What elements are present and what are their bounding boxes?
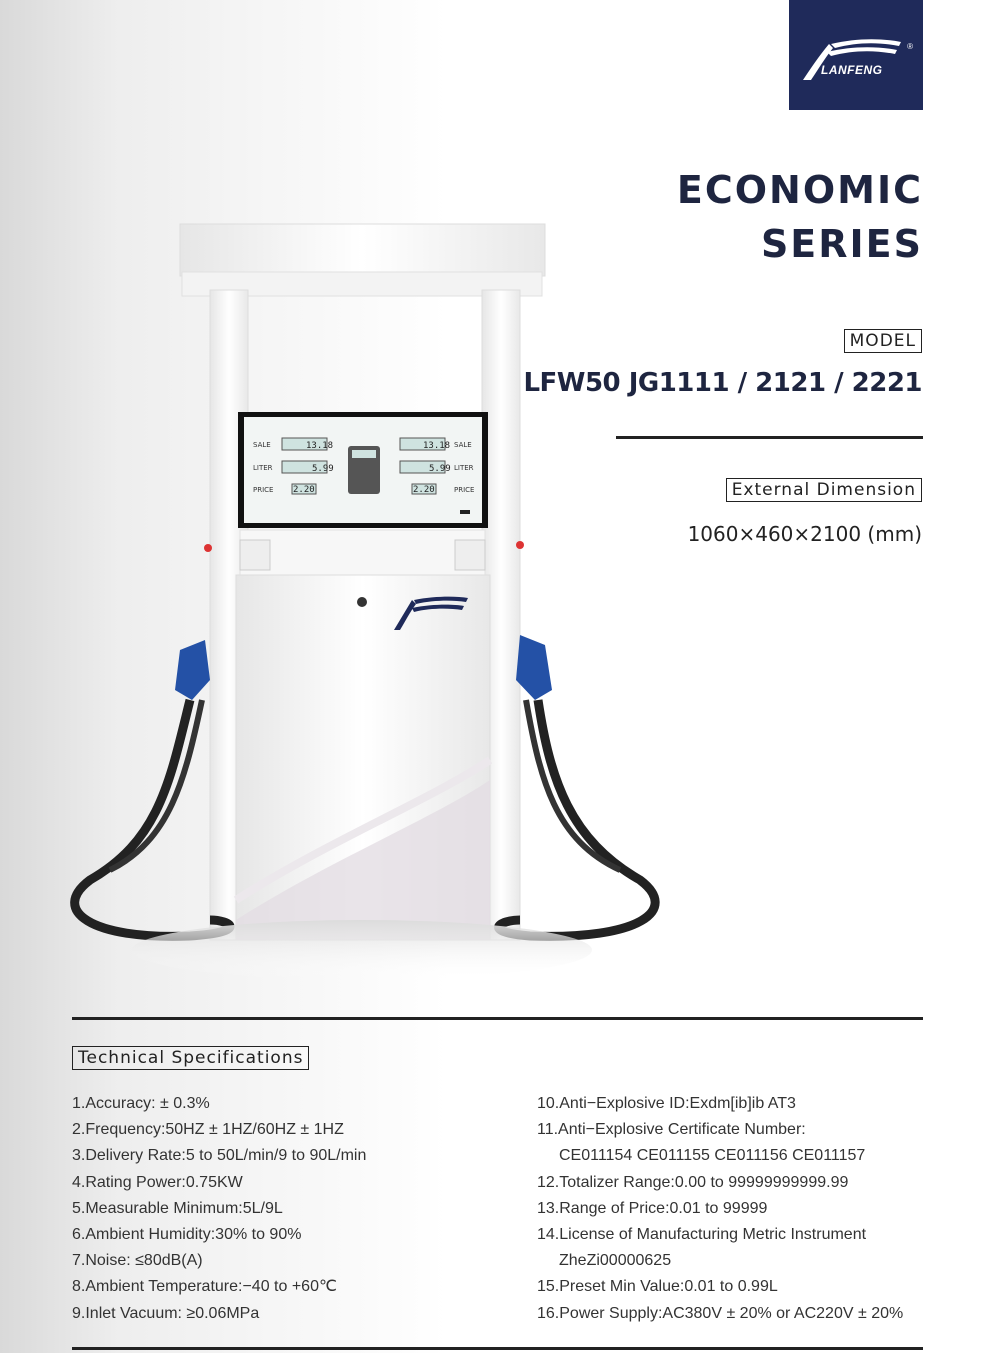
spec-item: 16.Power Supply:AC380V ± 20% or AC220V ± 20% <box>537 1304 904 1322</box>
spec-item: 10.Anti−Explosive ID:Exdm[ib]ib AT3 <box>537 1095 796 1112</box>
specs-left-column <box>72 1093 366 1329</box>
spec-item: 11.Anti−Explosive Certificate Number: <box>537 1121 806 1139</box>
specs-heading: Technical Specifications <box>72 1046 309 1070</box>
display-price-right: 2.20 <box>413 485 435 495</box>
spec-item: 12.Totalizer Range:0.00 to 99999999999.99 <box>537 1173 849 1191</box>
title-line-1: ECONOMIC <box>676 168 923 212</box>
display-liter-label-left: LITER <box>253 464 273 472</box>
model-value: LFW50 JG1111 / 2121 / 2221 <box>523 368 922 398</box>
title-line-2: SERIES <box>760 222 923 266</box>
fuel-dispenser-image <box>50 220 670 1010</box>
spec-item: 7.Noise: ≤80dB(A) <box>72 1252 203 1270</box>
spec-item: 15.Preset Min Value:0.01 to 0.99L <box>537 1278 778 1296</box>
display-sale-right: 13.18 <box>423 441 451 451</box>
display-liter-left: 5.99 <box>312 464 334 474</box>
display-price-label-left: PRICE <box>253 486 274 494</box>
registered-mark: ® <box>907 42 913 51</box>
spec-item: 13.Range of Price:0.01 to 99999 <box>537 1199 768 1217</box>
divider <box>72 1347 923 1350</box>
dimension-label: External Dimension <box>726 478 922 502</box>
brand-name: LANFENG <box>821 63 883 77</box>
display-liter-right: 5.99 <box>429 464 451 474</box>
display-price-label-right: PRICE <box>454 486 475 494</box>
spec-item: 1.Accuracy: ± 0.3% <box>72 1095 210 1112</box>
spec-item: 2.Frequency:50HZ ± 1HZ/60HZ ± 1HZ <box>72 1121 344 1139</box>
spec-item: 3.Delivery Rate:5 to 50L/min/9 to 90L/min <box>72 1147 367 1165</box>
spec-item: 5.Measurable Minimum:5L/9L <box>72 1199 283 1217</box>
divider <box>72 1017 923 1020</box>
display-price-left: 2.20 <box>293 485 315 495</box>
spec-item: ZheZi00000625 <box>559 1252 672 1270</box>
brand-logo <box>789 0 923 110</box>
spec-item: 4.Rating Power:0.75KW <box>72 1173 243 1191</box>
spec-item: 14.License of Manufacturing Metric Instrument <box>537 1225 867 1243</box>
display-sale-label-left: SALE <box>253 441 271 449</box>
spec-item: 6.Ambient Humidity:30% to 90% <box>72 1225 302 1243</box>
specs-right-column <box>537 1093 903 1329</box>
spec-item: CE011154 CE011155 CE011156 CE011157 <box>559 1147 866 1165</box>
display-liter-label-right: LITER <box>454 464 474 472</box>
dimension-value: 1060×460×2100 (mm) <box>687 522 922 546</box>
display-sale-label-right: SALE <box>454 441 472 449</box>
display-sale-left: 13.18 <box>306 441 334 451</box>
spec-item: 8.Ambient Temperature:−40 to +60℃ <box>72 1278 337 1296</box>
model-label: MODEL <box>844 329 922 353</box>
spec-item: 9.Inlet Vacuum: ≥0.06MPa <box>72 1304 260 1322</box>
